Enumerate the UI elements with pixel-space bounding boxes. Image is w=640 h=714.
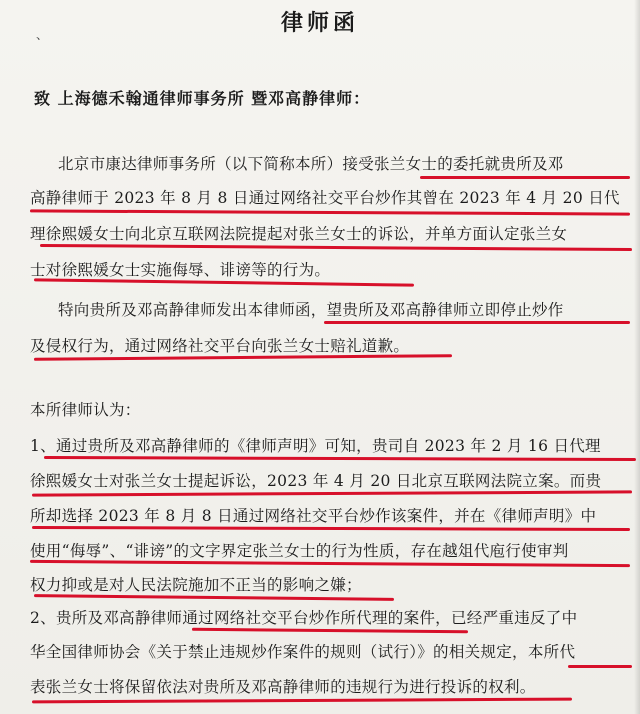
page-title: 律师函 <box>280 10 359 36</box>
body-line: 所却选择 2023 年 8 月 8 日通过网络社交平台炒作该案件，并在《律师声明》中 <box>30 507 597 525</box>
highlight-underline <box>30 209 630 215</box>
highlight-underline <box>32 490 632 496</box>
highlight-underline <box>568 665 632 668</box>
highlight-underline <box>34 594 394 601</box>
highlight-underline <box>420 176 630 179</box>
recipient-line: 致 上海德禾翰通律师事务所 暨邓高静律师： <box>34 89 371 108</box>
highlight-underline <box>192 628 468 633</box>
body-line: 2、贵所及邓高静律师通过网络社交平台炒作所代理的案件，已经严重违反了中 <box>30 609 578 627</box>
highlight-underline <box>40 244 632 251</box>
body-line: 表张兰女士将保留依法对贵所及邓高静律师的违规行为进行投诉的权利。 <box>30 678 536 696</box>
body-line: 北京市康达律师事务所（以下简称本所）接受张兰女士的委托就贵所及邓 <box>58 155 564 173</box>
body-line: 华全国律师协会《关于禁止违规炒作案件的规则（试行）》的相关规定，本所代 <box>30 643 576 661</box>
body-line: 理徐熙媛女士向北京互联网法院提起对张兰女士的诉讼，并单方面认定张兰女 <box>30 225 568 243</box>
body-line: 特向贵所及邓高静律师发出本律师函，望贵所及邓高静律师立即停止炒作 <box>58 301 564 319</box>
body-line: 权力抑或是对人民法院施加不正当的影响之嫌； <box>30 576 362 594</box>
highlight-underline <box>32 526 630 531</box>
body-line: 高静律师于 2023 年 8 月 8 日通过网络社交平台炒作其曾在 2023 年 4 月 20 日代 <box>30 189 620 207</box>
body-line: 使用“侮辱”、“诽谤”的文字界定张兰女士的行为性质，存在越俎代庖行使审判 <box>30 542 569 560</box>
highlight-underline <box>324 321 630 324</box>
highlight-underline <box>44 456 636 461</box>
body-line: 1、通过贵所及邓高静律师的《律师声明》可知，贵司自 2023 年 2 月 16 日代理 <box>30 437 601 455</box>
body-line: 徐熙媛女士对张兰女士提起诉讼，2023 年 4 月 20 日北京互联网法院立案。而贵 <box>30 472 602 490</box>
body-line: 士对徐熙媛女士实施侮辱、诽谤等的行为。 <box>30 261 331 279</box>
page-edge-shadow <box>634 0 640 714</box>
stray-mark: 、 <box>36 28 49 42</box>
body-line: 及侵权行为，通过网络社交平台向张兰女士赔礼道歉。 <box>30 337 410 355</box>
body-line: 本所律师认为： <box>30 401 141 419</box>
highlight-underline <box>32 698 572 704</box>
